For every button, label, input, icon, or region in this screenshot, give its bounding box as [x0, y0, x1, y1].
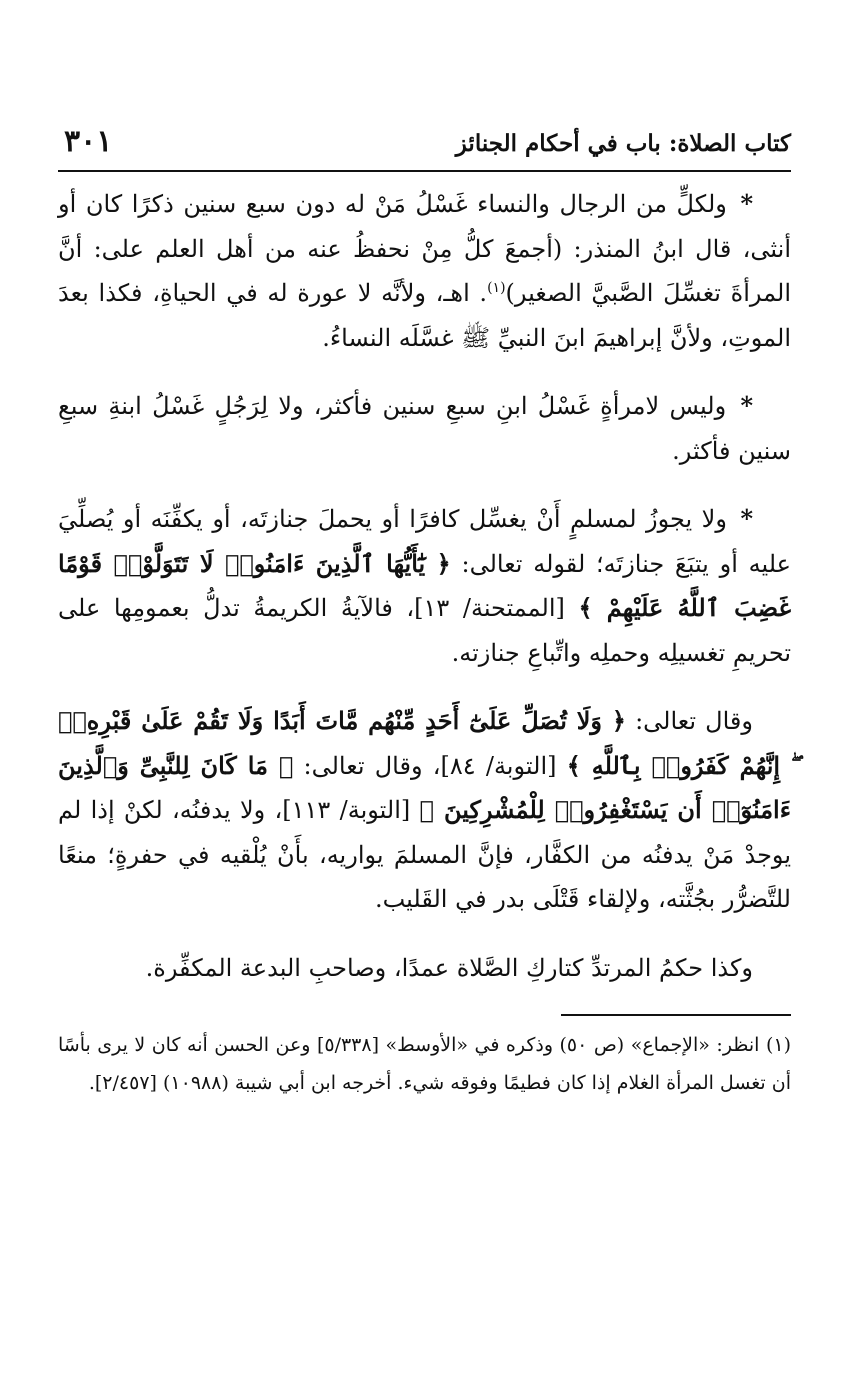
paragraph-1-text-b: . اهـ، ولأنَّه لا عورة له في الحياةِ، فكذا بعدَ الموتِ، ولأنَّ إبراهيمَ ابنَ النبيِّ ﷺ غسَّلَه النساءُ.: [58, 279, 791, 352]
star-marker: *: [740, 189, 753, 218]
footnote-marker: (١): [487, 280, 506, 296]
paragraph-3-text-b: [الممتحنة/ ١٣]، فالآيةُ الكريمةُ تدلُّ بعمومِها على تحريمِ تغسيلِه وحملِه واتِّباعِ جنازته.: [58, 594, 791, 667]
book-page: [58, 118, 791, 1102]
paragraph-2-text: وليس لامرأةٍ غَسْلُ ابنِ سبعِ سنين فأكثر، ولا لِرَجُلٍ غَسْلُ ابنةِ سبعِ سنين فأكثر.: [58, 392, 791, 465]
paragraph-4: [58, 699, 791, 922]
quran-verse: ﴿ مَا كَانَ لِلنَّبِىِّ وَٱلَّذِينَ ءَامَنُوٓا۟ أَن يَسْتَغْفِرُوا۟ لِلْمُشْرِكِينَ ﴾: [58, 750, 792, 824]
main-text: [58, 182, 791, 990]
running-title: كتاب الصلاة: باب في أحكام الجنائز: [455, 130, 791, 157]
footnote-divider: [561, 1014, 791, 1016]
paragraph-1: [58, 182, 791, 360]
star-marker: *: [740, 504, 753, 533]
paragraph-5-text: وكذا حكمُ المرتدِّ كتاركِ الصَّلاة عمدًا، وصاحبِ البدعة المكفِّرة.: [145, 953, 753, 982]
quran-verse: ﴿ يَٰٓأَيُّهَا ٱلَّذِينَ ءَامَنُوا۟ لَا تَتَوَلَّوْا۟ قَوْمًا غَضِبَ ٱللَّهُ عَلَيْهِمْ ﴾: [58, 548, 792, 622]
footnote-1: (١) انظر: «الإجماع» (ص ٥٠) وذكره في «الأوسط» [٥/٣٣٨] وعن الحسن أنه كان لا يرى بأسًا أن تغسل المرأة الغلام إذا كان فطيمًا وفوقه شيء. أخرجه ابن أبي شيبة (١٠٩٨٨) [٢/٤٥٧].: [58, 1034, 791, 1094]
page-number: ٣٠١: [64, 124, 113, 159]
paragraph-1-text-a: ولكلٍّ من الرجال والنساء غَسْلُ مَنْ له دون سبع سنين ذكرًا كان أو أنثى، قال ابنُ المنذر: (أجمعَ كلُّ مِنْ نحفظُ عنه من أهل العلم على: أنَّ المرأةَ تغسِّلَ الصَّبيَّ الصغير): [58, 190, 791, 307]
paragraph-3: [58, 497, 791, 675]
paragraph-4-text-a: وقال تعالى:: [635, 707, 753, 735]
paragraph-4-text-c: [التوبة/ ١١٣]، ولا يدفنُه، لكنْ إذا لم يوجدْ مَنْ يدفنُه من الكفَّار، فإنَّ المسلمَ يواريه، بأَنْ يُلْقيه في حفرةٍ؛ منعًا للتَّضرُّر بجُثَّته، ولإلقاء قَتْلَى بدر في القَليب.: [58, 796, 791, 913]
paragraph-3-text-a: ولا يجوزُ لمسلمٍ أَنْ يغسِّل كافرًا أو يحملَ جنازتَه، أو يكفِّنَه أو يُصلِّيَ عليه أو يتبَعَ جنازتَه؛ لقوله تعالى:: [58, 505, 791, 578]
page-header: [58, 118, 791, 172]
paragraph-2: [58, 384, 791, 473]
paragraph-5: [58, 946, 791, 991]
star-marker: *: [740, 391, 753, 420]
paragraph-4-text-b: [التوبة/ ٨٤]، وقال تعالى:: [303, 751, 557, 780]
quran-verse: ﴿ وَلَا تُصَلِّ عَلَىٰٓ أَحَدٍ مِّنْهُم مَّاتَ أَبَدًا وَلَا تَقُمْ عَلَىٰ قَبْرِهِۦٓ ۖ إِنَّهُمْ كَفَرُوا۟ بِٱللَّهِ ﴾: [58, 706, 791, 780]
